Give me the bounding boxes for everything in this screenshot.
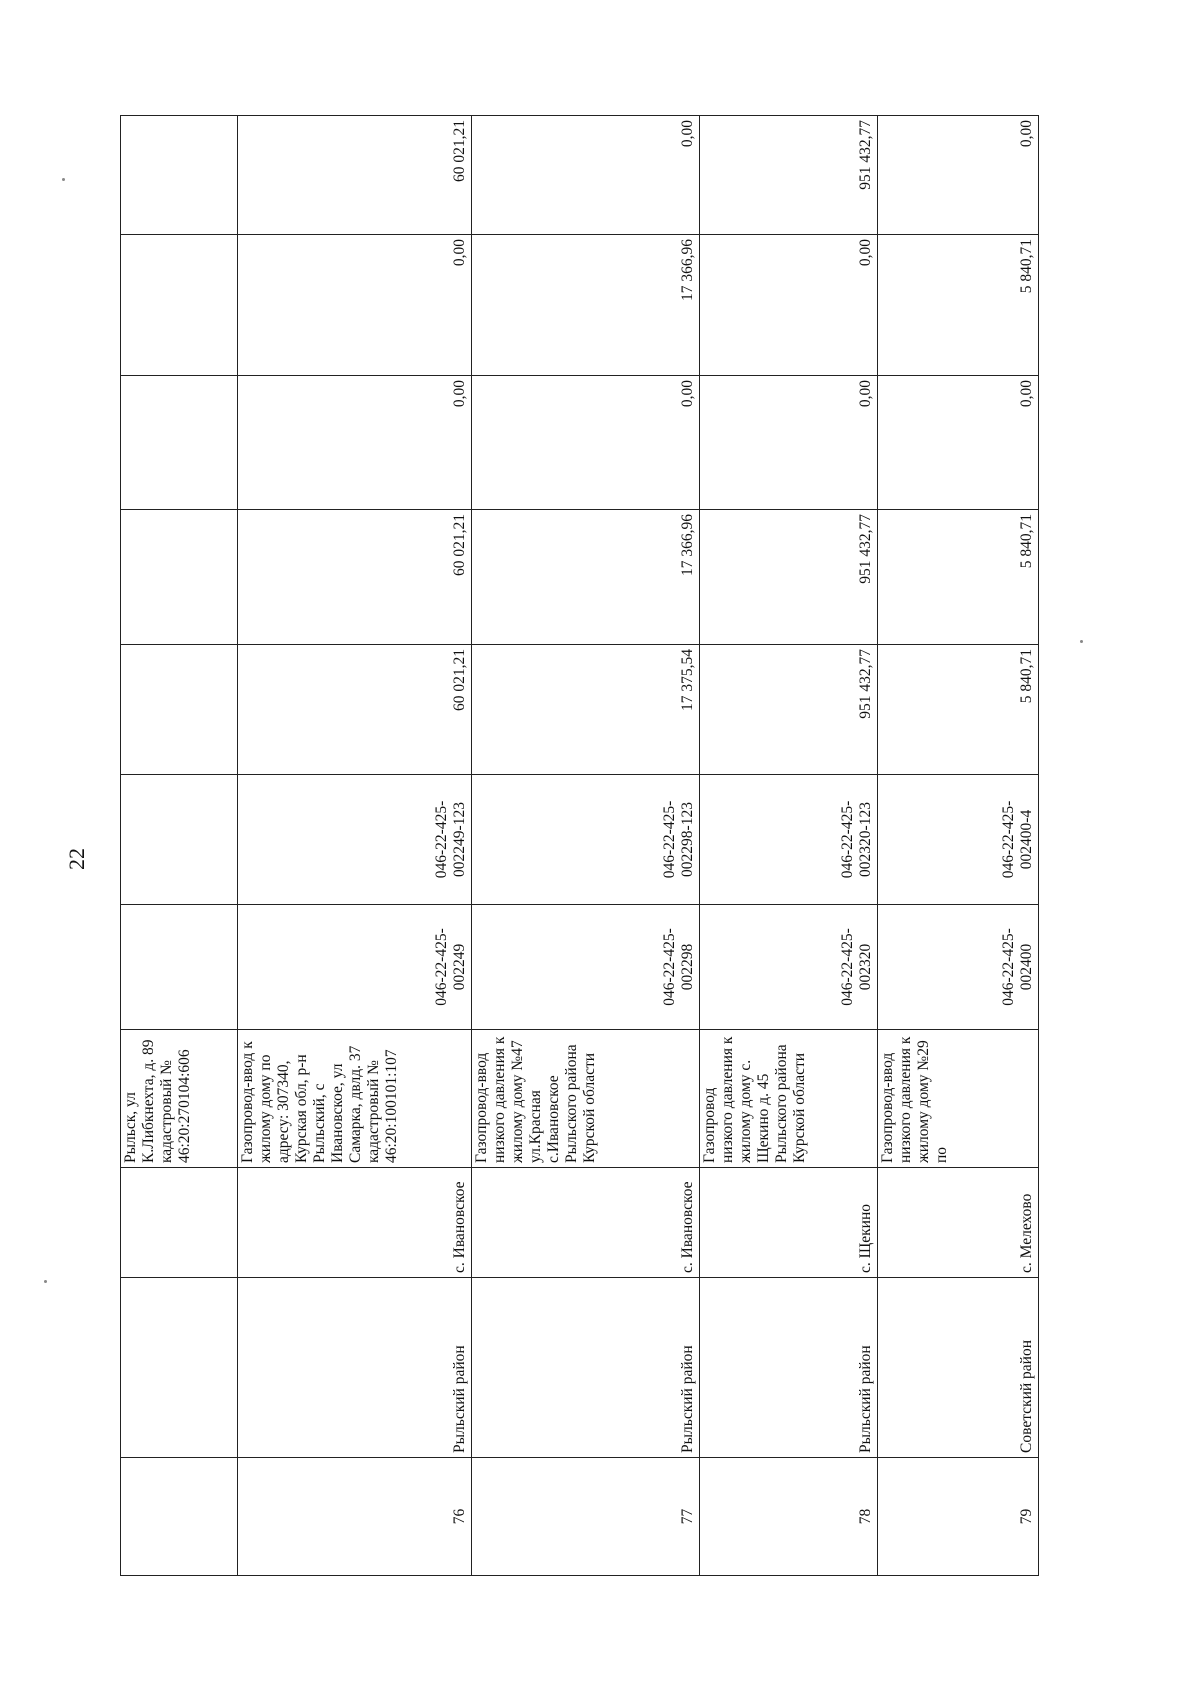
cell-value5: 0,00 — [472, 116, 700, 235]
cell-value1 — [121, 645, 238, 775]
cell-code1 — [121, 905, 238, 1030]
cell-description: Газопровод-ввод к жилому дому по адресу: 307340, Курская обл, р-н Рыльский, с Ивановское, ул Самарка, двлд. 37 кадастровый № 46:20:100101:107 — [238, 1030, 472, 1168]
cell-code1: 046-22-425-002320 — [700, 905, 878, 1030]
cell-settlement — [121, 1168, 238, 1278]
cell-value5 — [121, 116, 238, 235]
scan-speck — [44, 1280, 47, 1283]
cell-settlement: с. Щекино — [700, 1168, 878, 1278]
cell-value3: 0,00 — [878, 376, 1039, 510]
data-table — [120, 115, 1039, 1576]
cell-settlement: с. Мелехово — [878, 1168, 1039, 1278]
cell-num: 77 — [472, 1458, 700, 1576]
cell-code2: 046-22-425-002320-123 — [700, 775, 878, 905]
scan-speck — [1080, 640, 1083, 643]
cell-value3: 0,00 — [238, 376, 472, 510]
page-number: 22 — [64, 848, 89, 870]
cell-district: Советский район — [878, 1278, 1039, 1458]
cell-value2: 17 366,96 — [472, 510, 700, 645]
table-row — [472, 116, 700, 1576]
cell-description: Газопровод низкого давления к жилому дому с. Щекино д. 45 Рыльского района Курской области — [700, 1030, 878, 1168]
cell-code2 — [121, 775, 238, 905]
cell-value2 — [121, 510, 238, 645]
cell-value2: 951 432,77 — [700, 510, 878, 645]
cell-num: 78 — [700, 1458, 878, 1576]
cell-code2: 046-22-425-002400-4 — [878, 775, 1039, 905]
cell-num: 79 — [878, 1458, 1039, 1576]
cell-description: Газопровод-ввод низкого давления к жилому дому №29 по — [878, 1030, 1039, 1168]
cell-description: Газопровод-ввод низкого давления к жилому дому №47 ул.Красная с.Ивановское Рыльского района Курской области — [472, 1030, 700, 1168]
table-row — [238, 116, 472, 1576]
cell-value1: 951 432,77 — [700, 645, 878, 775]
cell-value1: 17 375,54 — [472, 645, 700, 775]
cell-value5: 0,00 — [878, 116, 1039, 235]
cell-num — [121, 1458, 238, 1576]
cell-code1: 046-22-425-002400 — [878, 905, 1039, 1030]
cell-code1: 046-22-425-002298 — [472, 905, 700, 1030]
cell-settlement: с. Ивановское — [238, 1168, 472, 1278]
cell-value1: 5 840,71 — [878, 645, 1039, 775]
cell-value4: 0,00 — [238, 235, 472, 376]
cell-value4 — [121, 235, 238, 376]
scan-speck — [62, 178, 65, 181]
cell-description: Рыльск, ул К.Либкнехта, д. 89 кадастровый № 46:20:270104:606 — [121, 1030, 238, 1168]
cell-value5: 951 432,77 — [700, 116, 878, 235]
table-row-continuation — [121, 116, 238, 1576]
cell-code2: 046-22-425-002298-123 — [472, 775, 700, 905]
rotated-table-wrapper — [120, 120, 1038, 1576]
cell-value3 — [121, 376, 238, 510]
cell-value2: 5 840,71 — [878, 510, 1039, 645]
cell-code1: 046-22-425-002249 — [238, 905, 472, 1030]
cell-value4: 0,00 — [700, 235, 878, 376]
table-row — [878, 116, 1039, 1576]
table-row — [700, 116, 878, 1576]
cell-district: Рыльский район — [238, 1278, 472, 1458]
cell-value4: 5 840,71 — [878, 235, 1039, 376]
cell-value2: 60 021,21 — [238, 510, 472, 645]
cell-num: 76 — [238, 1458, 472, 1576]
cell-value5: 60 021,21 — [238, 116, 472, 235]
cell-district: Рыльский район — [472, 1278, 700, 1458]
cell-district — [121, 1278, 238, 1458]
cell-value4: 17 366,96 — [472, 235, 700, 376]
cell-code2: 046-22-425-002249-123 — [238, 775, 472, 905]
cell-value3: 0,00 — [700, 376, 878, 510]
cell-value3: 0,00 — [472, 376, 700, 510]
cell-district: Рыльский район — [700, 1278, 878, 1458]
cell-value1: 60 021,21 — [238, 645, 472, 775]
cell-settlement: с. Ивановское — [472, 1168, 700, 1278]
